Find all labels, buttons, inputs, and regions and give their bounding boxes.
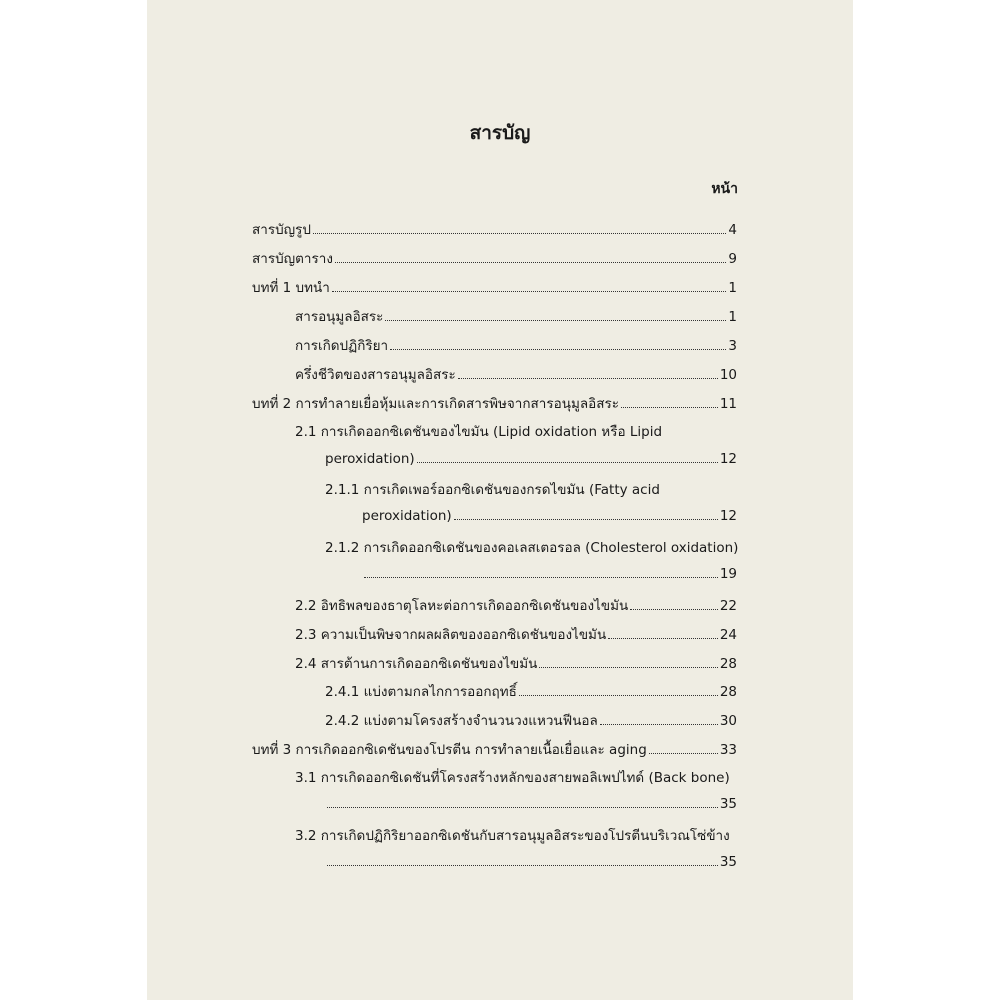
- toc-entry: [325, 853, 737, 873]
- dot-leader: [327, 853, 718, 866]
- toc-entry: [252, 392, 737, 412]
- toc-entry: [325, 450, 737, 470]
- toc-entry-page: 33: [719, 742, 737, 758]
- toc-entry-page: 9: [728, 251, 737, 267]
- toc-entry-page: 35: [719, 854, 737, 870]
- toc-entry-page: 1: [728, 280, 737, 296]
- page-column-header: หน้า: [711, 181, 738, 197]
- toc-entry: [252, 276, 737, 296]
- dot-leader: [458, 366, 718, 379]
- dot-leader: [519, 683, 718, 696]
- toc-entry: [325, 680, 737, 700]
- toc-entry-page: 12: [719, 508, 737, 524]
- dot-leader: [364, 565, 718, 578]
- toc-entry: [252, 247, 737, 267]
- toc-entry-label: การเกิดปฏิกิริยา: [295, 338, 389, 354]
- dot-leader: [390, 337, 726, 350]
- dot-leader: [313, 221, 726, 234]
- dot-leader: [385, 308, 726, 321]
- toc-entry: [295, 305, 737, 325]
- toc-entry-label-line1: 3.1 การเกิดออกซิเดชันที่โครงสร้างหลักของสายพอลิเพปไทด์ (Back bone): [295, 770, 730, 786]
- toc-entry: [252, 218, 737, 238]
- toc-entry-label-line1: 2.1.2 การเกิดออกซิเดชันของคอเลสเตอรอล (Cholesterol oxidation): [325, 540, 739, 556]
- toc-entry-page: 30: [719, 713, 737, 729]
- toc-entry-page: 1: [728, 309, 737, 325]
- toc-entry-label: 2.4 สารต้านการเกิดออกซิเดชันของไขมัน: [295, 656, 538, 672]
- toc-entry-label-line1: 2.1 การเกิดออกซิเดชันของไขมัน (Lipid oxidation หรือ Lipid: [295, 424, 663, 440]
- toc-entry-page: 3: [728, 338, 737, 354]
- toc-entry-label: 2.3 ความเป็นพิษจากผลผลิตของออกซิเดชันของไขมัน: [295, 627, 607, 643]
- toc-entry-page: 4: [728, 222, 737, 238]
- toc-entry-page: 10: [719, 367, 737, 383]
- dot-leader: [608, 626, 718, 639]
- toc-entry-label: สารอนุมูลอิสระ: [295, 309, 384, 325]
- toc-entry: [325, 795, 737, 815]
- toc-entry-label-line1: 2.1.1 การเกิดเพอร์ออกซิเดชันของกรดไขมัน (Fatty acid: [325, 482, 660, 498]
- toc-entry-page: 12: [719, 451, 737, 467]
- dot-leader: [630, 597, 718, 610]
- toc-entry-label: 2.4.2 แบ่งตามโครงสร้างจำนวนวงแหวนฟีนอล: [325, 713, 598, 729]
- toc-entry: [295, 594, 737, 614]
- dot-leader: [454, 507, 718, 520]
- dot-leader: [332, 279, 727, 292]
- toc-entry-label: ครึ่งชีวิตของสารอนุมูลอิสระ: [295, 367, 456, 383]
- toc-entry-label: สารบัญตาราง: [252, 251, 333, 267]
- toc-entry-label: peroxidation): [325, 451, 415, 467]
- dot-leader: [327, 795, 718, 808]
- toc-entry-page: 28: [719, 656, 737, 672]
- toc-entry-page: 24: [719, 627, 737, 643]
- dot-leader: [621, 395, 718, 408]
- toc-entry: [295, 334, 737, 354]
- toc-entry-label: 2.4.1 แบ่งตามกลไกการออกฤทธิ์: [325, 684, 517, 700]
- toc-entry-label: 2.2 อิทธิพลของธาตุโลหะต่อการเกิดออกซิเดชันของไขมัน: [295, 598, 629, 614]
- dot-leader: [335, 250, 726, 263]
- toc-entry-page: 22: [719, 598, 737, 614]
- toc-entry: [252, 738, 737, 758]
- toc-entry: [362, 507, 737, 527]
- toc-entry: [362, 565, 737, 585]
- dot-leader: [417, 450, 718, 463]
- toc-entry: [295, 623, 737, 643]
- toc-entry-page: 11: [719, 396, 737, 412]
- toc-entry-label-line1: 3.2 การเกิดปฏิกิริยาออกซิเดชันกับสารอนุมูลอิสระของโปรตีนบริเวณโซ่ข้าง: [295, 828, 730, 844]
- page-title: สารบัญ: [469, 122, 531, 144]
- dot-leader: [649, 741, 718, 754]
- dot-leader: [539, 655, 717, 668]
- toc-entry-label: สารบัญรูป: [252, 222, 311, 238]
- dot-leader: [600, 712, 718, 725]
- toc-entry-label: บทที่ 3 การเกิดออกซิเดชันของโปรตีน การทำลายเนื้อเยื่อและ aging: [252, 742, 647, 758]
- toc-entry-label: peroxidation): [362, 508, 452, 524]
- toc-entry-page: 19: [719, 566, 737, 582]
- toc-entry: [325, 709, 737, 729]
- toc-entry: [295, 652, 737, 672]
- toc-entry-page: 35: [719, 796, 737, 812]
- toc-entry-label: บทที่ 1 บทนำ: [252, 280, 330, 296]
- toc-entry-page: 28: [719, 684, 737, 700]
- document-page: [147, 0, 853, 1000]
- toc-entry-label: บทที่ 2 การทำลายเยื่อหุ้มและการเกิดสารพิษจากสารอนุมูลอิสระ: [252, 396, 619, 412]
- toc-entry: [295, 363, 737, 383]
